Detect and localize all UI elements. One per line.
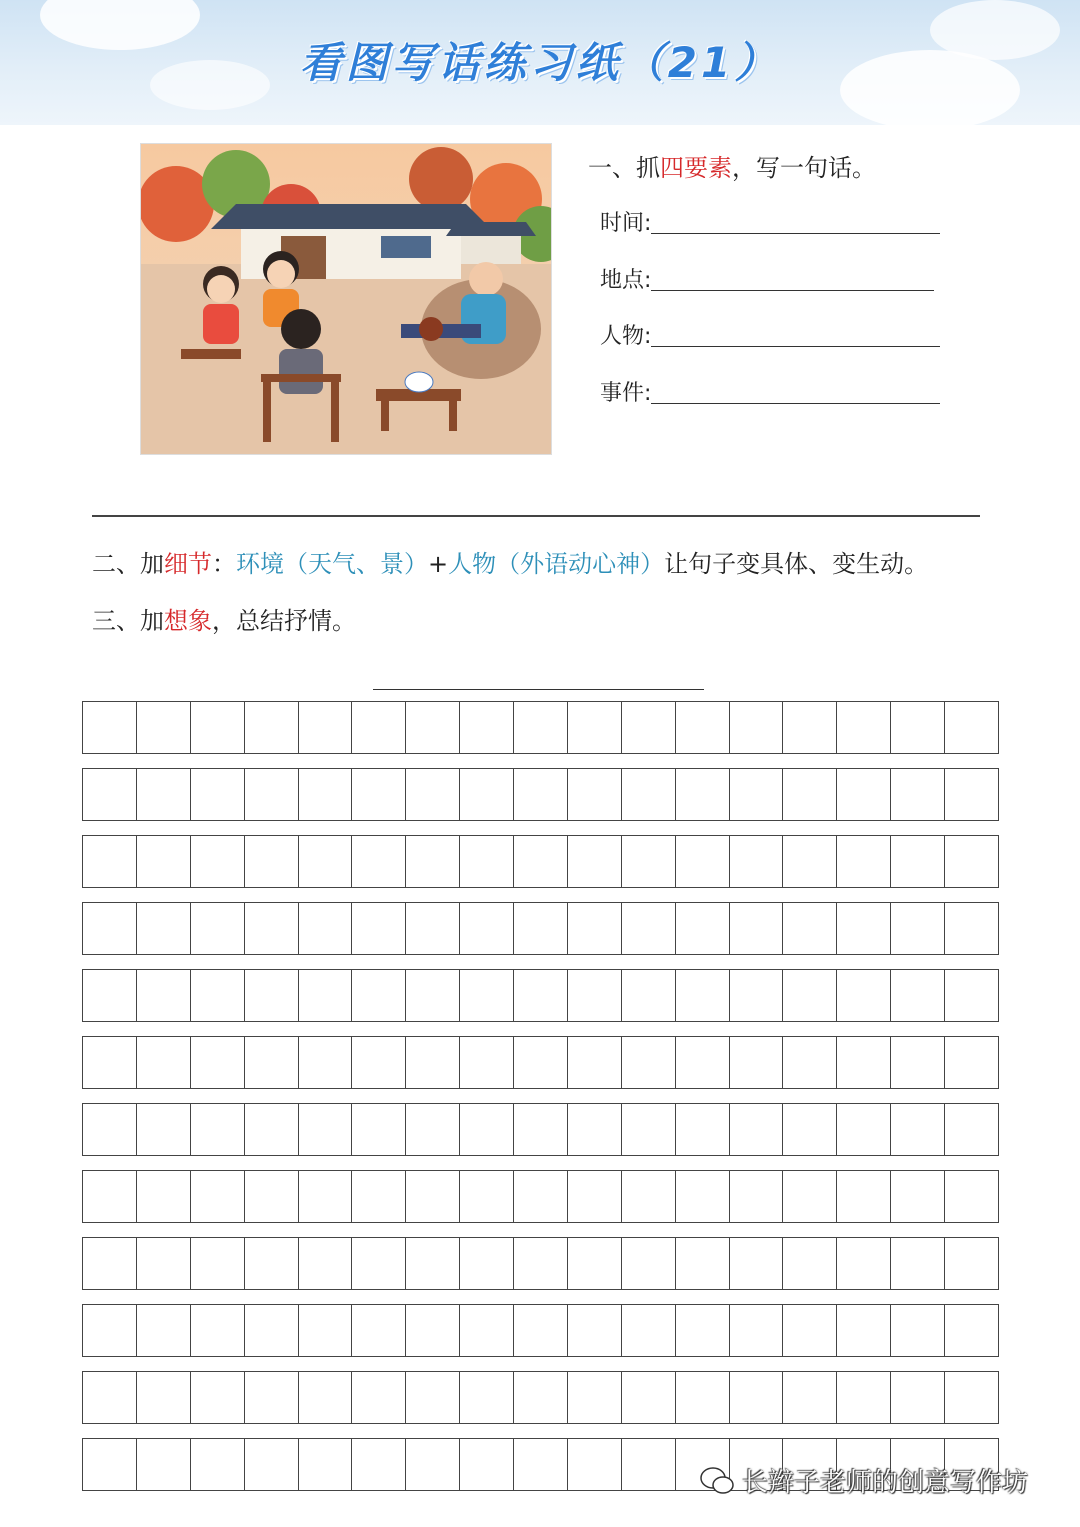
section-2-prefix: 二、加: [92, 550, 164, 578]
grid-cell[interactable]: [837, 1237, 891, 1290]
grid-cell[interactable]: [730, 1170, 784, 1223]
grid-cell[interactable]: [299, 1438, 353, 1491]
grid-cell[interactable]: [676, 1036, 730, 1089]
field-event[interactable]: [600, 373, 940, 407]
grid-cell[interactable]: [622, 1304, 676, 1357]
grid-row: [82, 902, 999, 955]
grid-cell[interactable]: [299, 1103, 353, 1156]
grid-cell[interactable]: [568, 1438, 622, 1491]
field-time-line[interactable]: [651, 232, 940, 234]
grid-cell[interactable]: [352, 1371, 406, 1424]
grid-cell[interactable]: [460, 768, 514, 821]
grid-row: [82, 701, 999, 754]
grid-cell[interactable]: [514, 1438, 568, 1491]
grid-cell[interactable]: [191, 701, 245, 754]
watermark: [700, 1462, 1028, 1499]
grid-cell[interactable]: [352, 902, 406, 955]
grid-cell[interactable]: [191, 1438, 245, 1491]
field-event-line[interactable]: [651, 402, 940, 404]
grid-cell[interactable]: [191, 768, 245, 821]
grid-cell[interactable]: [730, 768, 784, 821]
grid-cell[interactable]: [137, 1103, 191, 1156]
grid-cell[interactable]: [891, 1103, 945, 1156]
grid-cell[interactable]: [514, 1170, 568, 1223]
grid-cell[interactable]: [514, 1036, 568, 1089]
grid-cell[interactable]: [514, 1237, 568, 1290]
grid-cell[interactable]: [945, 969, 999, 1022]
grid-row: [82, 768, 999, 821]
grid-cell[interactable]: [137, 701, 191, 754]
grid-cell[interactable]: [460, 1438, 514, 1491]
grid-cell[interactable]: [676, 1103, 730, 1156]
grid-cell[interactable]: [245, 835, 299, 888]
grid-row: [82, 1170, 999, 1223]
grid-cell[interactable]: [245, 1304, 299, 1357]
grid-cell[interactable]: [945, 768, 999, 821]
grid-cell[interactable]: [514, 969, 568, 1022]
grid-cell[interactable]: [676, 1237, 730, 1290]
grid-cell[interactable]: [83, 1237, 137, 1290]
grid-cell[interactable]: [299, 701, 353, 754]
grid-cell[interactable]: [245, 1170, 299, 1223]
grid-cell[interactable]: [137, 1304, 191, 1357]
section-2-highlight: 细节: [164, 550, 212, 578]
grid-cell[interactable]: [406, 902, 460, 955]
grid-row: [82, 969, 999, 1022]
grid-cell[interactable]: [676, 1170, 730, 1223]
grid-cell[interactable]: [676, 1304, 730, 1357]
grid-cell[interactable]: [945, 1170, 999, 1223]
grid-cell[interactable]: [460, 701, 514, 754]
grid-cell[interactable]: [137, 902, 191, 955]
grid-cell[interactable]: [299, 902, 353, 955]
grid-cell[interactable]: [514, 1103, 568, 1156]
grid-cell[interactable]: [137, 768, 191, 821]
grid-cell[interactable]: [514, 1371, 568, 1424]
grid-cell[interactable]: [891, 1237, 945, 1290]
section-2-environment: 环境（天气、景）: [236, 550, 428, 578]
grid-cell[interactable]: [622, 701, 676, 754]
grid-cell[interactable]: [837, 1103, 891, 1156]
grid-cell[interactable]: [460, 1170, 514, 1223]
section-2-suffix: 让句子变具体、变生动。: [664, 550, 929, 578]
grid-cell[interactable]: [514, 835, 568, 888]
grid-cell[interactable]: [191, 902, 245, 955]
field-place-line[interactable]: [651, 289, 934, 291]
grid-cell[interactable]: [676, 768, 730, 821]
grid-cell[interactable]: [406, 701, 460, 754]
grid-cell[interactable]: [891, 701, 945, 754]
grid-cell[interactable]: [191, 1371, 245, 1424]
grid-cell[interactable]: [460, 969, 514, 1022]
grid-cell[interactable]: [837, 1304, 891, 1357]
grid-cell[interactable]: [622, 1103, 676, 1156]
grid-cell[interactable]: [514, 768, 568, 821]
wechat-icon: [700, 1467, 734, 1495]
grid-cell[interactable]: [460, 902, 514, 955]
field-people-line[interactable]: [651, 345, 940, 347]
grid-row: [82, 835, 999, 888]
field-place[interactable]: [600, 260, 934, 294]
section-2-plus: +: [428, 550, 449, 578]
field-time-label: 时间:: [600, 211, 652, 236]
grid-cell[interactable]: [406, 1237, 460, 1290]
grid-cell[interactable]: [352, 1304, 406, 1357]
page-title: 看图写话练习纸（21）: [299, 38, 781, 87]
grid-cell[interactable]: [730, 835, 784, 888]
grid-cell[interactable]: [352, 768, 406, 821]
grid-cell[interactable]: [730, 1103, 784, 1156]
grid-cell[interactable]: [406, 1371, 460, 1424]
grid-cell[interactable]: [622, 835, 676, 888]
grid-cell[interactable]: [406, 969, 460, 1022]
grid-cell[interactable]: [783, 701, 837, 754]
grid-cell[interactable]: [83, 1371, 137, 1424]
grid-cell[interactable]: [460, 1036, 514, 1089]
grid-cell[interactable]: [568, 701, 622, 754]
grid-cell[interactable]: [352, 1103, 406, 1156]
grid-cell[interactable]: [83, 902, 137, 955]
grid-cell[interactable]: [406, 835, 460, 888]
grid-cell[interactable]: [137, 1036, 191, 1089]
grid-cell[interactable]: [83, 768, 137, 821]
grid-cell[interactable]: [783, 1103, 837, 1156]
grid-cell[interactable]: [730, 1371, 784, 1424]
grid-cell[interactable]: [622, 1170, 676, 1223]
grid-cell[interactable]: [730, 902, 784, 955]
grid-cell[interactable]: [945, 701, 999, 754]
grid-cell[interactable]: [568, 1103, 622, 1156]
grid-cell[interactable]: [352, 1036, 406, 1089]
grid-cell[interactable]: [837, 969, 891, 1022]
grid-cell[interactable]: [622, 1237, 676, 1290]
section-1-highlight: 四要素: [660, 154, 732, 182]
grid-cell[interactable]: [299, 1170, 353, 1223]
grid-cell[interactable]: [245, 969, 299, 1022]
grid-cell[interactable]: [352, 969, 406, 1022]
grid-cell[interactable]: [676, 902, 730, 955]
grid-cell[interactable]: [299, 1304, 353, 1357]
grid-cell[interactable]: [568, 1371, 622, 1424]
section-1-prefix: 一、抓: [588, 154, 660, 182]
section-divider: [92, 515, 980, 517]
grid-cell[interactable]: [945, 1304, 999, 1357]
grid-cell[interactable]: [837, 1170, 891, 1223]
grid-cell[interactable]: [837, 768, 891, 821]
grid-cell[interactable]: [891, 1170, 945, 1223]
grid-cell[interactable]: [406, 1036, 460, 1089]
grid-cell[interactable]: [245, 768, 299, 821]
grid-cell[interactable]: [622, 1036, 676, 1089]
grid-cell[interactable]: [891, 1371, 945, 1424]
grid-cell[interactable]: [891, 969, 945, 1022]
grid-cell[interactable]: [945, 835, 999, 888]
section-3-highlight: 想象: [164, 607, 212, 635]
grid-cell[interactable]: [568, 1304, 622, 1357]
field-place-label: 地点:: [600, 268, 652, 293]
grid-cell[interactable]: [783, 1304, 837, 1357]
grid-cell[interactable]: [137, 1170, 191, 1223]
grid-cell[interactable]: [245, 1371, 299, 1424]
grid-cell[interactable]: [299, 835, 353, 888]
grid-cell[interactable]: [245, 1237, 299, 1290]
grid-cell[interactable]: [945, 1371, 999, 1424]
grid-cell[interactable]: [837, 701, 891, 754]
grid-cell[interactable]: [137, 1371, 191, 1424]
grid-cell[interactable]: [837, 902, 891, 955]
field-people[interactable]: [600, 316, 940, 350]
grid-cell[interactable]: [783, 1036, 837, 1089]
grid-cell[interactable]: [299, 768, 353, 821]
grid-cell[interactable]: [514, 701, 568, 754]
grid-cell[interactable]: [676, 1371, 730, 1424]
grid-cell[interactable]: [730, 701, 784, 754]
grid-cell[interactable]: [352, 1170, 406, 1223]
grid-cell[interactable]: [783, 1170, 837, 1223]
grid-cell[interactable]: [730, 1304, 784, 1357]
grid-row: [82, 1304, 999, 1357]
grid-cell[interactable]: [352, 835, 406, 888]
grid-cell[interactable]: [245, 1438, 299, 1491]
grid-cell[interactable]: [891, 1036, 945, 1089]
section-1-suffix: ，写一句话。: [732, 154, 876, 182]
header-banner: [0, 0, 1080, 125]
grid-cell[interactable]: [622, 969, 676, 1022]
grid-cell[interactable]: [783, 1371, 837, 1424]
grid-cell[interactable]: [837, 1036, 891, 1089]
grid-cell[interactable]: [406, 1170, 460, 1223]
grid-cell[interactable]: [891, 835, 945, 888]
grid-cell[interactable]: [83, 1438, 137, 1491]
grid-row: [82, 1036, 999, 1089]
grid-cell[interactable]: [783, 902, 837, 955]
grid-cell[interactable]: [245, 701, 299, 754]
section-2-heading: [92, 544, 928, 579]
grid-cell[interactable]: [460, 1371, 514, 1424]
grid-cell[interactable]: [568, 768, 622, 821]
grid-cell[interactable]: [676, 701, 730, 754]
grid-cell[interactable]: [730, 969, 784, 1022]
grid-cell[interactable]: [299, 969, 353, 1022]
section-3-prefix: 三、加: [92, 607, 164, 635]
grid-cell[interactable]: [568, 969, 622, 1022]
grid-cell[interactable]: [676, 835, 730, 888]
grid-cell[interactable]: [191, 1237, 245, 1290]
grid-cell[interactable]: [352, 701, 406, 754]
section-3-suffix: ，总结抒情。: [212, 607, 356, 635]
grid-cell[interactable]: [83, 1170, 137, 1223]
grid-cell[interactable]: [945, 902, 999, 955]
grid-cell[interactable]: [83, 701, 137, 754]
grid-cell[interactable]: [622, 1371, 676, 1424]
grid-cell[interactable]: [945, 1103, 999, 1156]
grid-cell[interactable]: [783, 1237, 837, 1290]
grid-cell[interactable]: [460, 1237, 514, 1290]
grid-cell[interactable]: [352, 1438, 406, 1491]
grid-cell[interactable]: [730, 1237, 784, 1290]
grid-cell[interactable]: [891, 902, 945, 955]
grid-cell[interactable]: [137, 969, 191, 1022]
grid-cell[interactable]: [137, 835, 191, 888]
grid-cell[interactable]: [837, 1371, 891, 1424]
grid-cell[interactable]: [514, 1304, 568, 1357]
grid-cell[interactable]: [83, 1103, 137, 1156]
grid-cell[interactable]: [460, 835, 514, 888]
grid-cell[interactable]: [137, 1438, 191, 1491]
grid-cell[interactable]: [137, 1237, 191, 1290]
section-2-colon: ：: [212, 550, 236, 578]
grid-row: [82, 1371, 999, 1424]
grid-cell[interactable]: [352, 1237, 406, 1290]
section-1-heading: [588, 148, 876, 183]
scene-illustration: [140, 143, 552, 455]
grid-cell[interactable]: [191, 835, 245, 888]
grid-cell[interactable]: [676, 969, 730, 1022]
grid-cell[interactable]: [622, 902, 676, 955]
grid-cell[interactable]: [460, 1304, 514, 1357]
grid-cell[interactable]: [406, 1304, 460, 1357]
grid-cell[interactable]: [730, 1036, 784, 1089]
grid-row: [82, 1103, 999, 1156]
grid-cell[interactable]: [622, 1438, 676, 1491]
grid-cell[interactable]: [568, 1036, 622, 1089]
field-time[interactable]: [600, 203, 940, 237]
grid-cell[interactable]: [783, 835, 837, 888]
grid-cell[interactable]: [622, 768, 676, 821]
grid-cell[interactable]: [837, 835, 891, 888]
grid-cell[interactable]: [83, 969, 137, 1022]
grid-cell[interactable]: [568, 1237, 622, 1290]
grid-cell[interactable]: [891, 1304, 945, 1357]
grid-cell[interactable]: [945, 1237, 999, 1290]
grid-cell[interactable]: [783, 969, 837, 1022]
grid-cell[interactable]: [406, 1438, 460, 1491]
grid-cell[interactable]: [299, 1237, 353, 1290]
grid-cell[interactable]: [83, 1036, 137, 1089]
grid-cell[interactable]: [299, 1036, 353, 1089]
grid-cell[interactable]: [406, 1103, 460, 1156]
grid-cell[interactable]: [245, 1103, 299, 1156]
grid-cell[interactable]: [191, 1103, 245, 1156]
grid-row: [82, 1237, 999, 1290]
grid-cell[interactable]: [245, 1036, 299, 1089]
field-people-label: 人物:: [600, 324, 652, 349]
grid-cell[interactable]: [568, 835, 622, 888]
grid-cell[interactable]: [406, 768, 460, 821]
grid-cell[interactable]: [568, 1170, 622, 1223]
section-2-people: 人物（外语动心神）: [448, 550, 665, 578]
grid-cell[interactable]: [945, 1036, 999, 1089]
grid-cell[interactable]: [460, 1103, 514, 1156]
grid-cell[interactable]: [245, 902, 299, 955]
grid-cell[interactable]: [83, 835, 137, 888]
grid-cell[interactable]: [299, 1371, 353, 1424]
grid-cell[interactable]: [514, 902, 568, 955]
grid-cell[interactable]: [191, 1170, 245, 1223]
grid-cell[interactable]: [83, 1304, 137, 1357]
grid-cell[interactable]: [783, 768, 837, 821]
field-event-label: 事件:: [600, 381, 652, 406]
composition-title-line[interactable]: [373, 689, 704, 690]
section-3-heading: [92, 601, 356, 636]
watermark-text: 长辫子老师的创意写作坊: [742, 1468, 1029, 1498]
grid-cell[interactable]: [891, 768, 945, 821]
grid-cell[interactable]: [568, 902, 622, 955]
grid-cell[interactable]: [191, 1036, 245, 1089]
grid-cell[interactable]: [191, 1304, 245, 1357]
grid-cell[interactable]: [191, 969, 245, 1022]
